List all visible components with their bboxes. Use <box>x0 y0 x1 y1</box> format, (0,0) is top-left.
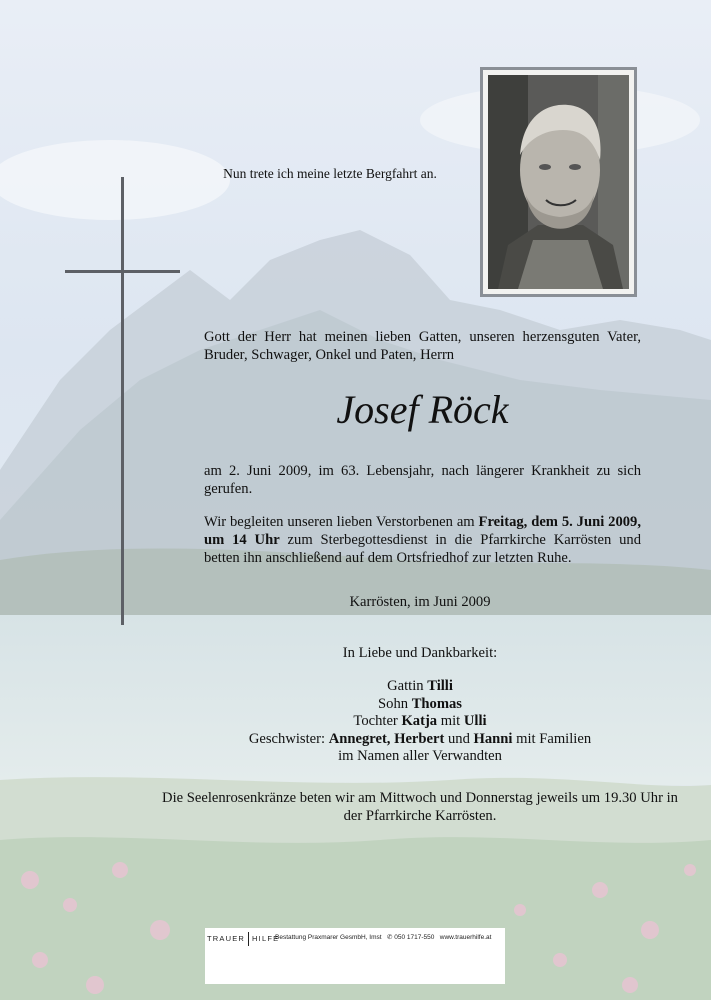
funeral-notice <box>204 513 641 567</box>
funeral-home-footer <box>205 928 505 984</box>
cross-horizontal-bar <box>65 270 180 273</box>
cross-vertical-bar <box>121 177 124 625</box>
footer-website[interactable]: www.trauerhilfe.at <box>439 934 492 941</box>
portrait-photo <box>488 75 629 289</box>
funeral-text-1: Wir begleiten unseren lieben Verstorbenen am <box>204 514 479 530</box>
family-wife: Gattin Tilli <box>387 678 453 694</box>
deceased-name: Josef Röck <box>336 387 509 432</box>
rosary-notice: Die Seelenrosenkränze beten wir am Mittwoch und Donnerstag jeweils um 19.30 Uhr in der Pfarrkirche Karrösten. <box>162 790 678 824</box>
funeral-date-time: Freitag, dem 5. Juni 2009, um 14 Uhr <box>204 514 641 548</box>
footer-contact <box>275 933 491 941</box>
intro-text: Gott der Herr hat meinen lieben Gatten, unseren herzensguten Vater, Bruder, Schwager, Onkel und Paten, Herrn <box>204 329 641 363</box>
family-son: Sohn Thomas <box>378 695 462 712</box>
family-siblings: Geschwister: Annegret, Herbert und Hanni mit Familien <box>248 730 592 747</box>
motto: Nun trete ich meine letzte Bergfahrt an. <box>223 166 437 181</box>
family-daughter: Tochter Katja mit Ulli <box>353 713 487 729</box>
trauerhilfe-logo: TRAUER HILFE <box>207 932 279 946</box>
footer-phone: ✆ 050 1717-550 <box>386 934 435 941</box>
death-notice: am 2. Juni 2009, im 63. Lebensjahr, nach längerer Krankheit zu sich gerufen. <box>204 463 641 497</box>
thanks-heading: In Liebe und Dankbarkeit: <box>342 645 498 661</box>
family-relatives: im Namen aller Verwandten <box>338 748 502 764</box>
place-date: Karrösten, im Juni 2009 <box>349 594 491 610</box>
funeral-text-2: zum Sterbegottesdienst in die Pfarrkirche Karrösten und betten ihn anschließend auf dem Ortsfriedhof zur letzten Ruhe. <box>204 532 642 566</box>
portrait-mat <box>483 70 634 294</box>
portrait-frame <box>480 67 637 297</box>
footer-company: Bestattung Praxmarer GesmbH, Imst <box>275 934 382 941</box>
family-list <box>160 678 680 766</box>
